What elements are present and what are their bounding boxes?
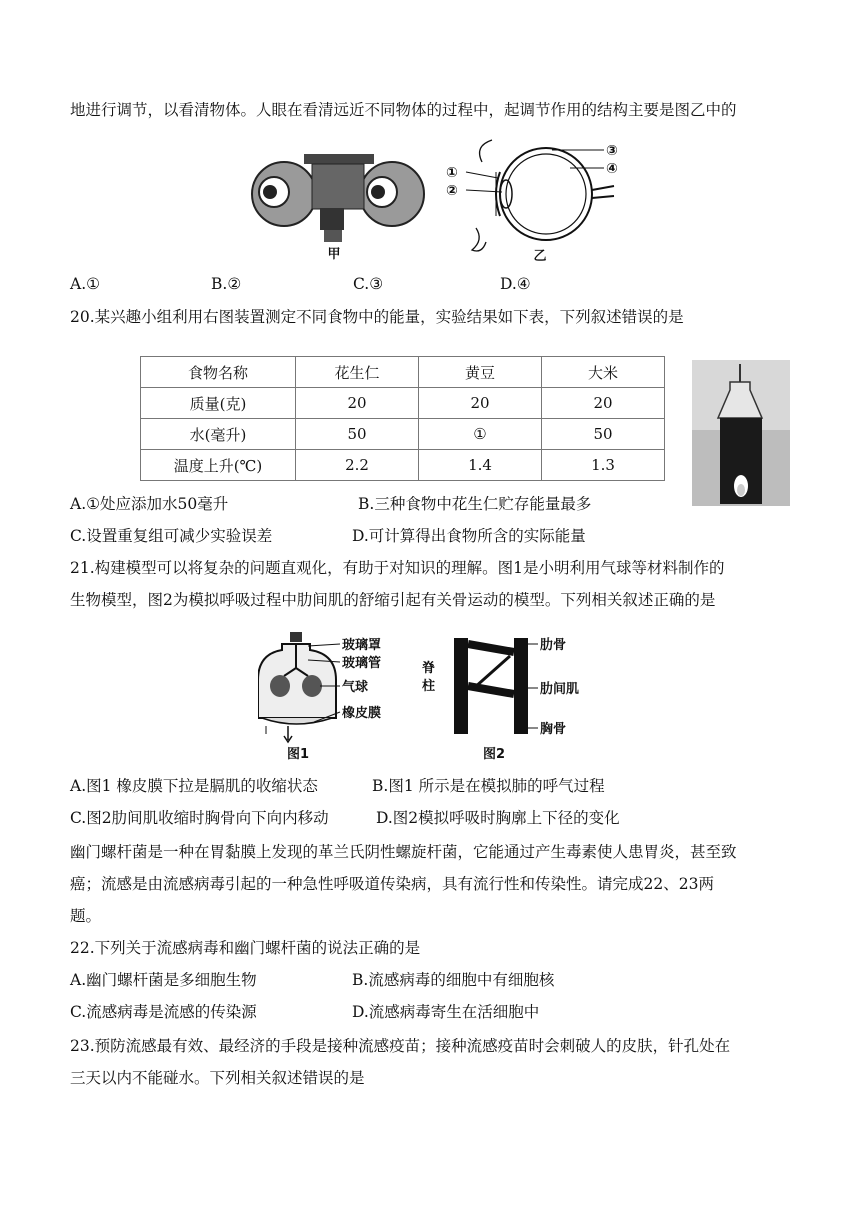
rib-model-figure bbox=[418, 630, 598, 764]
q19-option-c: C.③ bbox=[353, 275, 384, 293]
table-cell: 大米 bbox=[542, 357, 665, 388]
table-cell: 50 bbox=[296, 419, 419, 450]
q22-option-b: B.流感病毒的细胞中有细胞核 bbox=[352, 971, 555, 989]
q19-option-d: D.④ bbox=[500, 275, 531, 293]
model-mechanism bbox=[312, 164, 364, 209]
right-balloon bbox=[302, 675, 322, 697]
table-cell: 食物名称 bbox=[141, 357, 296, 388]
q21-option-c: C.图2肋间肌收缩时胸骨向下向内移动 bbox=[70, 809, 329, 827]
label-intercostal-muscle: 肋间肌 bbox=[540, 682, 580, 697]
table-cell: 质量(克) bbox=[141, 388, 296, 419]
table-row bbox=[141, 419, 665, 450]
stopper bbox=[290, 632, 302, 642]
q22-option-c: C.流感病毒是流感的传染源 bbox=[70, 1003, 257, 1021]
q22-option-a: A.幽门螺杆菌是多细胞生物 bbox=[70, 971, 257, 989]
fig-jia-caption: 甲 bbox=[327, 247, 341, 262]
bell-jar-model-figure bbox=[258, 630, 402, 764]
intercostal-muscle bbox=[474, 656, 510, 688]
q19-intro: 地进行调节，以看清物体。人眼在看清远近不同物体的过程中，起调节作用的结构主要是图乙中的 bbox=[70, 101, 737, 119]
q22-option-d: D.流感病毒寄生在活细胞中 bbox=[352, 1003, 540, 1021]
apparatus-photo bbox=[692, 360, 790, 506]
spine-bar bbox=[454, 638, 468, 734]
table-cell: 1.4 bbox=[419, 450, 542, 481]
label-3: ③ bbox=[606, 143, 618, 159]
table-cell: ① bbox=[419, 419, 542, 450]
q21-stem-line1: 21.构建模型可以将复杂的问题直观化，有助于对知识的理解。图1是小明利用气球等材料制作的 bbox=[70, 559, 725, 577]
left-balloon bbox=[270, 675, 290, 697]
label-spine-2: 柱 bbox=[422, 679, 436, 694]
fig2-caption: 图2 bbox=[482, 747, 506, 762]
sternum-bar bbox=[514, 638, 528, 734]
material-line1: 幽门螺杆菌是一种在胃黏膜上发现的革兰氏阴性螺旋杆菌，它能通过产生毒素使人患胃炎，甚至致 bbox=[70, 843, 737, 861]
table-cell: 50 bbox=[542, 419, 665, 450]
table-cell: 温度上升(℃) bbox=[141, 450, 296, 481]
label-rib: 肋骨 bbox=[540, 638, 567, 653]
eye-diagram-figure bbox=[444, 132, 634, 266]
table-row bbox=[141, 388, 665, 419]
table-header-row bbox=[141, 357, 665, 388]
table-row bbox=[141, 450, 665, 481]
upper-rib bbox=[468, 644, 514, 652]
q19-option-b: B.② bbox=[211, 275, 242, 293]
table-cell: 2.2 bbox=[296, 450, 419, 481]
q20-option-d: D.可计算得出食物所含的实际能量 bbox=[352, 527, 586, 545]
label-sternum: 胸骨 bbox=[540, 722, 567, 737]
label-2: ② bbox=[446, 183, 458, 199]
q20-option-b: B.三种食物中花生仁贮存能量最多 bbox=[358, 495, 592, 513]
table-cell: 水(毫升) bbox=[141, 419, 296, 450]
table-cell: 花生仁 bbox=[296, 357, 419, 388]
model-top-bar bbox=[304, 154, 374, 164]
q21-option-a: A.图1 橡皮膜下拉是膈肌的收缩状态 bbox=[70, 777, 318, 795]
table-cell: 20 bbox=[296, 388, 419, 419]
q20-option-c: C.设置重复组可减少实验误差 bbox=[70, 527, 273, 545]
table-cell: 20 bbox=[419, 388, 542, 419]
q19-option-a: A.① bbox=[70, 275, 101, 293]
label-rubber-membrane: 橡皮膜 bbox=[342, 706, 382, 721]
q23-stem-line2: 三天以内不能碰水。下列相关叙述错误的是 bbox=[70, 1069, 365, 1087]
q20-option-a: A.①处应添加水50毫升 bbox=[70, 495, 229, 513]
fig-yi-caption: 乙 bbox=[533, 249, 547, 264]
label-spine-1: 脊 bbox=[422, 661, 436, 676]
q20-stem: 20.某兴趣小组利用右图装置测定不同食物中的能量，实验结果如下表，下列叙述错误的是 bbox=[70, 308, 684, 326]
eye-model-figure bbox=[244, 136, 429, 266]
fig1-caption: 图1 bbox=[286, 747, 310, 762]
label-1: ① bbox=[446, 165, 458, 181]
q22-stem: 22.下列关于流感病毒和幽门螺杆菌的说法正确的是 bbox=[70, 939, 421, 957]
material-line2: 癌；流感是由流感病毒引起的一种急性呼吸道传染病，具有流行性和传染性。请完成22、23两 bbox=[70, 875, 714, 893]
eye-outline bbox=[500, 148, 592, 240]
q23-stem-line1: 23.预防流感最有效、最经济的手段是接种流感疫苗；接种流感疫苗时会刺破人的皮肤，针孔处在 bbox=[70, 1037, 731, 1055]
material-line3: 题。 bbox=[70, 907, 102, 925]
label-4: ④ bbox=[606, 161, 618, 177]
table-cell: 黄豆 bbox=[419, 357, 542, 388]
label-glass-tube: 玻璃管 bbox=[342, 656, 382, 671]
label-balloon: 气球 bbox=[342, 680, 369, 695]
q21-stem-line2: 生物模型，图2为模拟呼吸过程中肋间肌的舒缩引起有关骨运动的模型。下列相关叙述正确的是 bbox=[70, 591, 716, 609]
food-energy-table bbox=[140, 356, 665, 481]
table-cell: 1.3 bbox=[542, 450, 665, 481]
label-glass-cover: 玻璃罩 bbox=[342, 638, 382, 653]
optic-nerve bbox=[592, 186, 614, 198]
q21-option-d: D.图2模拟呼吸时胸廓上下径的变化 bbox=[376, 809, 620, 827]
table-cell: 20 bbox=[542, 388, 665, 419]
q21-option-b: B.图1 所示是在模拟肺的呼气过程 bbox=[372, 777, 605, 795]
